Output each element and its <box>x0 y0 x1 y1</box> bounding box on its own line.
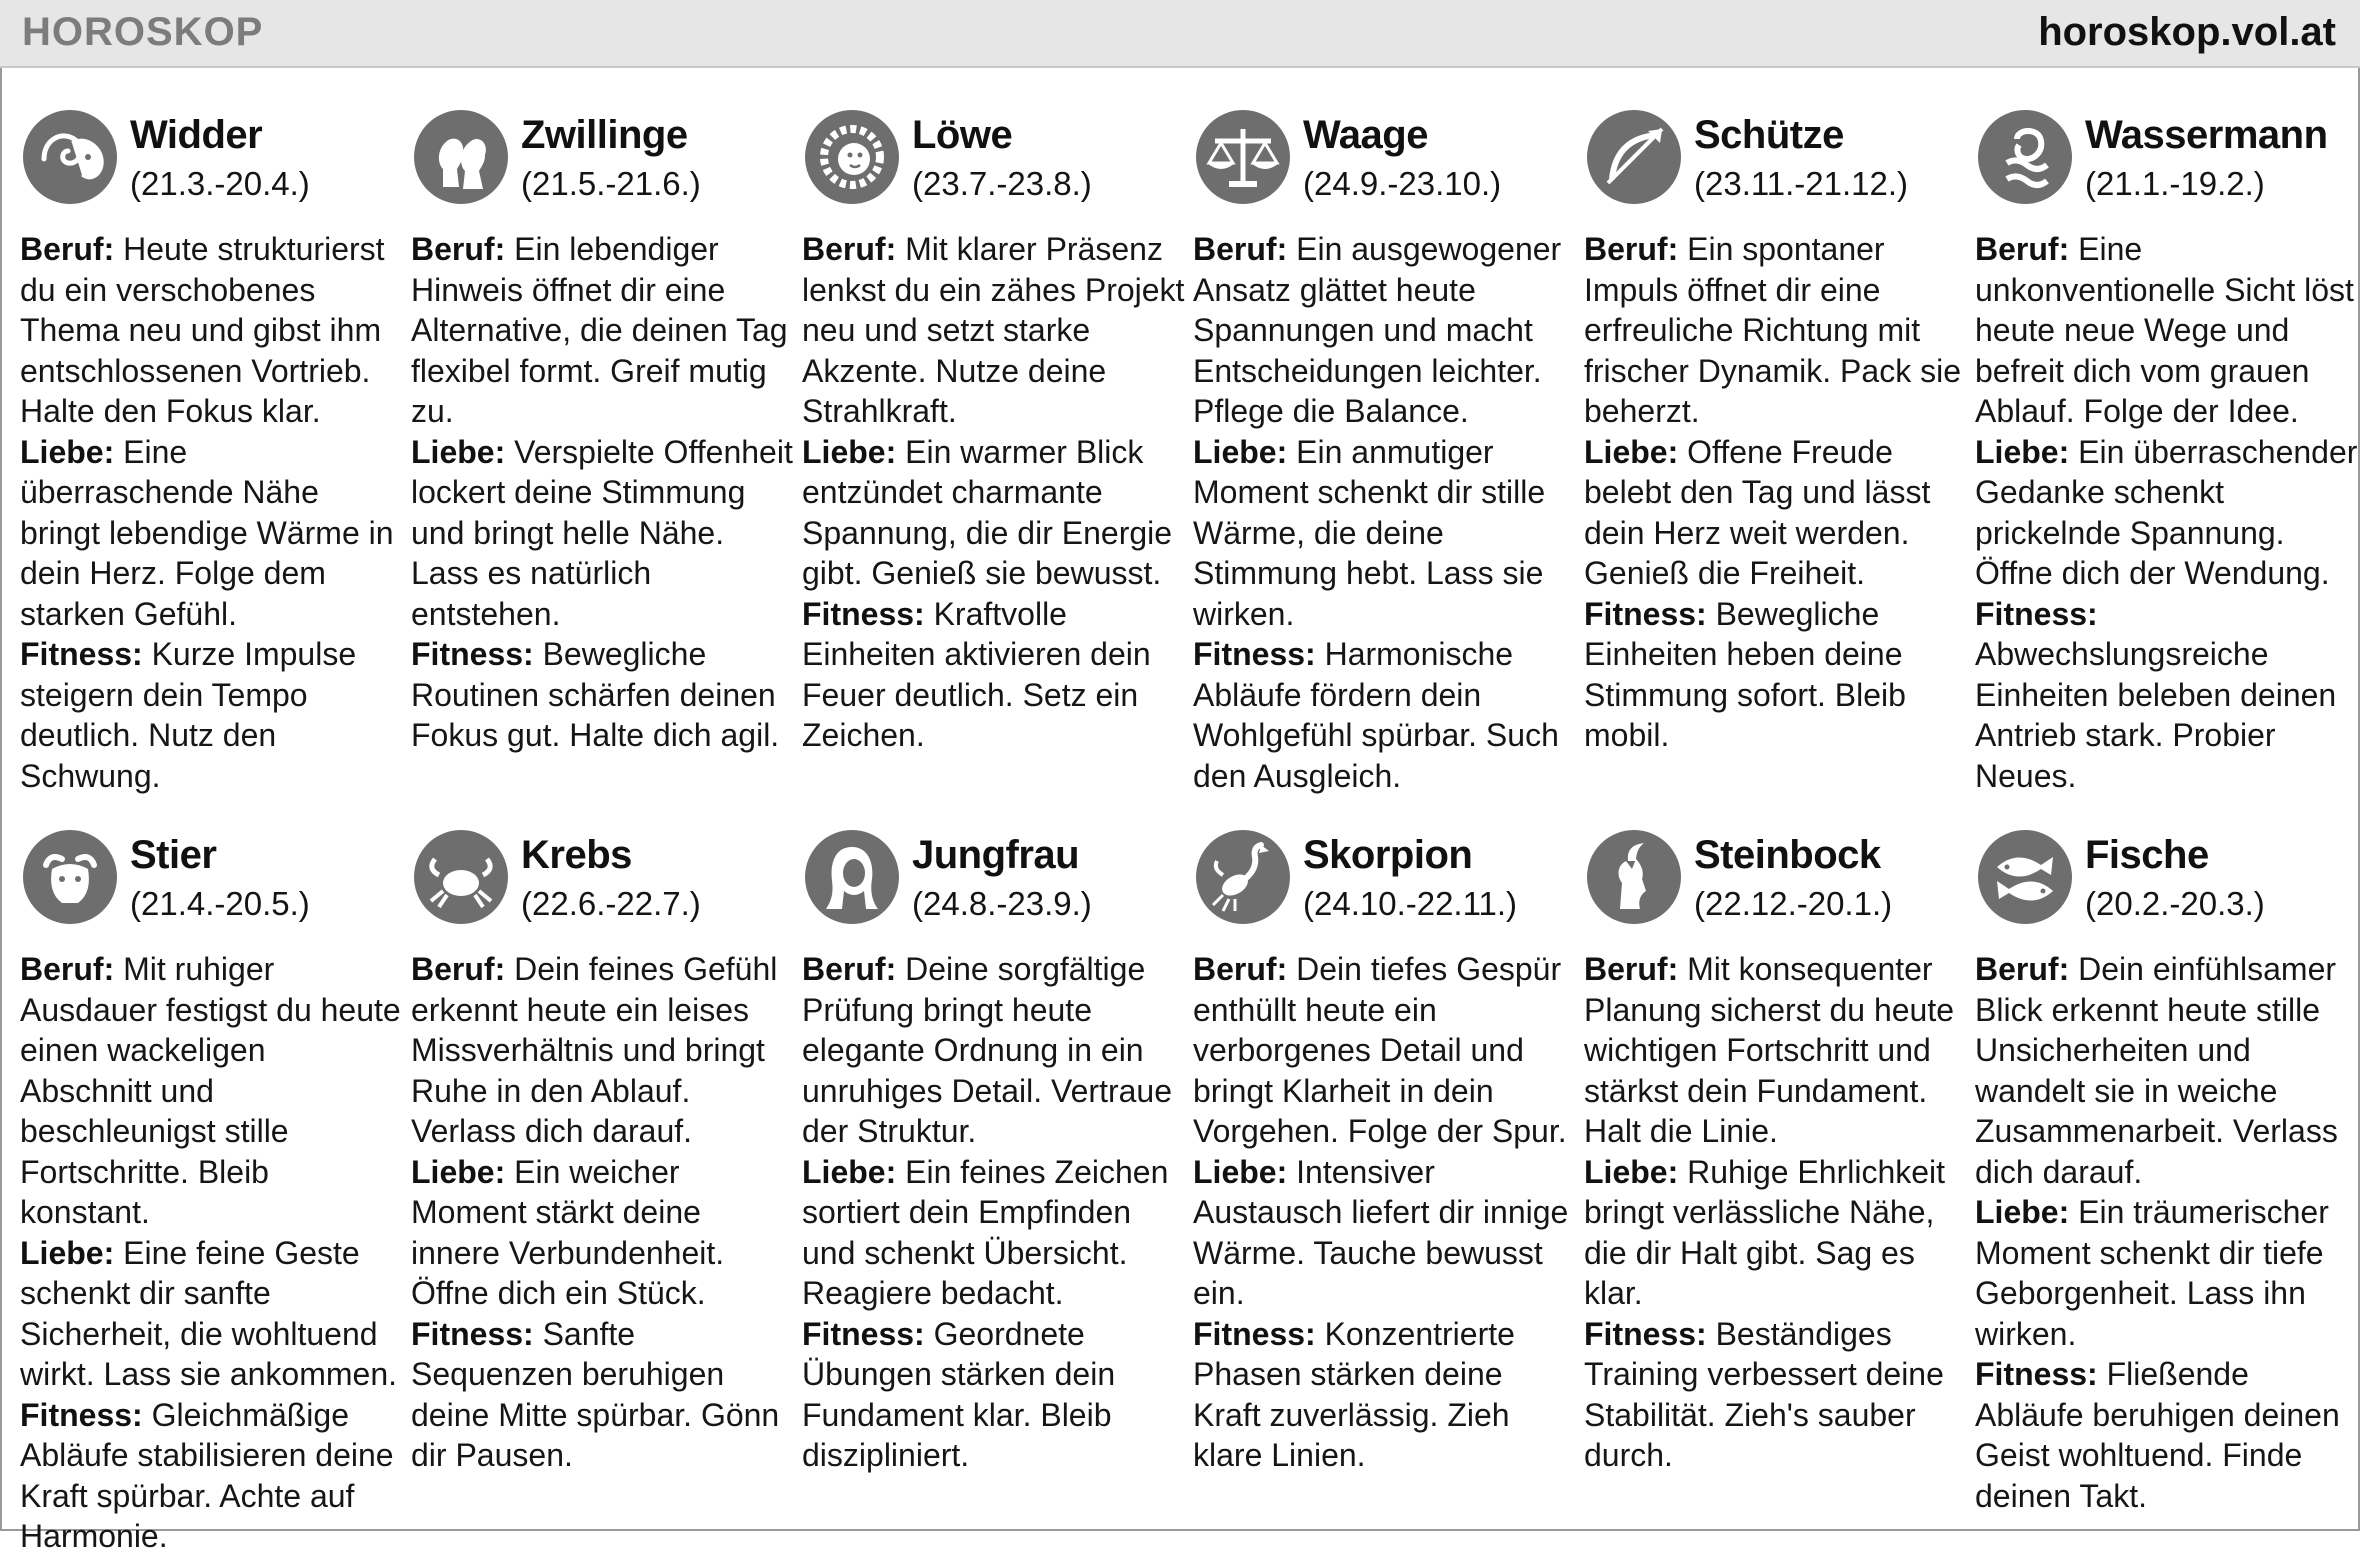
beruf-label: Beruf: <box>1193 231 1288 267</box>
sign-card-loewe <box>802 105 1193 825</box>
sign-dates: (24.10.-22.11.) <box>1303 885 1518 922</box>
sign-name: Skorpion <box>1303 833 1473 877</box>
beruf-text: Mit ruhiger Ausdauer festigst du heute einen wackeligen Abschnitt und beschleunigst stille Fortschritte. Bleib konstant. <box>20 951 401 1230</box>
ram-icon <box>22 109 118 205</box>
beruf-label: Beruf: <box>1584 231 1679 267</box>
scorpion-icon <box>1195 829 1291 925</box>
beruf-label: Beruf: <box>1975 951 2070 987</box>
lion-icon <box>804 109 900 205</box>
fitness-text: Harmonische Abläufe fördern dein Wohlgefühl spürbar. Such den Ausgleich. <box>1193 636 1559 794</box>
sign-text <box>411 949 795 1476</box>
sign-header <box>20 825 411 937</box>
sign-name: Wassermann <box>2085 113 2328 157</box>
liebe-text: Ruhige Ehrlichkeit bringt verlässliche Nähe, die dir Halt gibt. Sag es klar. <box>1584 1153 1946 1311</box>
liebe-text: Ein überraschender Gedanke schenkt prickelnde Spannung. Öffne dich der Wendung. <box>1975 433 2358 591</box>
sign-header <box>802 105 1193 217</box>
liebe-text: Intensiver Austausch liefert dir innige Wärme. Tauche bewusst ein. <box>1193 1153 1569 1311</box>
sign-card-stier <box>20 825 411 1554</box>
sign-name: Stier <box>130 833 217 877</box>
sign-card-jungfrau <box>802 825 1193 1515</box>
liebe-text: Ein anmutiger Moment schenkt dir stille Wärme, die deine Stimmung hebt. Lass sie wirken. <box>1193 433 1546 632</box>
liebe-text: Ein träumerischer Moment schenkt dir tiefe Geborgenheit. Lass ihn wirken. <box>1975 1194 2329 1352</box>
beruf-text: Deine sorgfältige Prüfung bringt heute elegante Ordnung in ein unruhiges Detail. Vertraue der Struktur. <box>802 951 1172 1149</box>
sign-dates: (22.12.-20.1.) <box>1694 885 1893 922</box>
sign-card-widder <box>20 105 411 825</box>
fitness-text: Bewegliche Einheiten heben deine Stimmung sofort. Bleib mobil. <box>1584 595 1906 753</box>
fitness-text: Geordnete Übungen stärken dein Fundament klar. Bleib diszipliniert. <box>802 1315 1116 1473</box>
fitness-label: Fitness: <box>20 636 143 672</box>
fitness-label: Fitness: <box>1193 1315 1316 1352</box>
liebe-label: Liebe: <box>411 433 506 470</box>
sign-dates: (20.2.-20.3.) <box>2085 885 2265 922</box>
capricorn-icon <box>1586 829 1682 925</box>
liebe-text: Eine überraschende Nähe bringt lebendige Wärme in dein Herz. Folge dem starken Gefühl. <box>20 433 394 632</box>
fitness-label: Fitness: <box>802 1315 925 1352</box>
fitness-text: Kurze Impulse steigern dein Tempo deutlich. Nutz den Schwung. <box>20 636 357 794</box>
liebe-label: Liebe: <box>1584 433 1679 470</box>
sign-header <box>20 105 411 217</box>
crab-icon <box>413 829 509 925</box>
beruf-text: Ein ausgewogener Ansatz glättet heute Spannungen und macht Entscheidungen leichter. Pflege die Balance. <box>1193 231 1562 429</box>
liebe-label: Liebe: <box>802 1153 897 1190</box>
beruf-label: Beruf: <box>411 951 506 987</box>
sign-text <box>1975 229 2359 796</box>
fitness-text: Beständiges Training verbessert deine Stabilität. Zieh's sauber durch. <box>1584 1315 1944 1473</box>
fitness-label: Fitness: <box>802 595 925 632</box>
beruf-label: Beruf: <box>1193 951 1288 987</box>
liebe-text: Ein feines Zeichen sortiert dein Empfinden und schenkt Übersicht. Reagiere bedacht. <box>802 1153 1169 1311</box>
fitness-text: Konzentrierte Phasen stärken deine Kraft zuverlässig. Zieh klare Linien. <box>1193 1315 1515 1473</box>
sign-header <box>1193 825 1584 937</box>
sign-text <box>20 949 404 1557</box>
beruf-text: Dein einfühlsamer Blick erkennt heute stille Unsicherheiten und wandelt sie in weiche Zusammenarbeit. Verlass dich darauf. <box>1975 951 2338 1190</box>
liebe-label: Liebe: <box>1975 433 2070 470</box>
sign-dates: (21.5.-21.6.) <box>521 165 701 202</box>
beruf-text: Ein spontaner Impuls öffnet dir eine erfreuliche Richtung mit frischer Dynamik. Pack sie beherzt. <box>1584 231 1961 429</box>
sign-name: Steinbock <box>1694 833 1881 877</box>
sign-dates: (23.7.-23.8.) <box>912 165 1092 202</box>
fitness-text: Bewegliche Routinen schärfen deinen Fokus gut. Halte dich agil. <box>411 636 780 753</box>
beruf-label: Beruf: <box>1584 951 1679 987</box>
beruf-text: Dein tiefes Gespür enthüllt heute ein verborgenes Detail und bringt Klarheit in dein Vorgehen. Folge der Spur. <box>1193 951 1567 1149</box>
scales-icon <box>1195 109 1291 205</box>
fitness-label: Fitness: <box>411 636 534 672</box>
sign-header <box>411 105 802 217</box>
sign-dates: (24.8.-23.9.) <box>912 885 1092 922</box>
liebe-text: Eine feine Geste schenkt dir sanfte Sicherheit, die wohltuend wirkt. Lass sie ankommen. <box>20 1234 398 1392</box>
beruf-text: Mit klarer Präsenz lenkst du ein zähes Projekt neu und setzt starke Akzente. Nutze deine Strahlkraft. <box>802 231 1185 429</box>
sign-name: Widder <box>130 113 263 157</box>
beruf-text: Ein lebendiger Hinweis öffnet dir eine Alternative, die deinen Tag flexibel formt. Greif mutig zu. <box>411 231 788 429</box>
sign-name: Waage <box>1303 113 1428 157</box>
fitness-label: Fitness: <box>20 1396 143 1433</box>
sign-name: Schütze <box>1694 113 1844 157</box>
beruf-label: Beruf: <box>1975 231 2070 267</box>
liebe-label: Liebe: <box>1193 1153 1288 1190</box>
fitness-text: Sanfte Sequenzen beruhigen deine Mitte spürbar. Gönn dir Pausen. <box>411 1315 780 1473</box>
sign-text <box>802 229 1186 756</box>
fitness-text: Fließende Abläufe beruhigen deinen Geist wohltuend. Finde deinen Takt. <box>1975 1356 2340 1514</box>
page-title: HOROSKOP <box>22 10 264 54</box>
liebe-text: Ein warmer Blick entzündet charmante Spannung, die dir Energie gibt. Genieß sie bewusst. <box>802 433 1173 591</box>
liebe-text: Verspielte Offenheit lockert deine Stimmung und bringt helle Nähe. Lass es natürlich entstehen. <box>411 433 793 632</box>
sign-name: Krebs <box>521 833 632 877</box>
liebe-label: Liebe: <box>1584 1153 1679 1190</box>
liebe-text: Ein weicher Moment stärkt deine innere Verbundenheit. Öffne dich ein Stück. <box>411 1153 725 1311</box>
sign-dates: (21.4.-20.5.) <box>130 885 310 922</box>
sign-dates: (22.6.-22.7.) <box>521 885 701 922</box>
sign-name: Jungfrau <box>912 833 1080 877</box>
fitness-label: Fitness: <box>1584 1315 1707 1352</box>
horoscope-grid <box>20 105 2358 1554</box>
sign-card-waage <box>1193 105 1584 825</box>
sign-card-krebs <box>411 825 802 1515</box>
sign-text <box>802 949 1186 1476</box>
liebe-label: Liebe: <box>1193 433 1288 470</box>
beruf-text: Heute strukturierst du ein verschobenes Thema neu und gibst ihm entschlossenen Vortrieb. Halte den Fokus klar. <box>20 231 385 429</box>
sign-header <box>802 825 1193 937</box>
beruf-label: Beruf: <box>20 231 115 267</box>
archer-icon <box>1586 109 1682 205</box>
beruf-text: Dein feines Gefühl erkennt heute ein leises Missverhältnis und bringt Ruhe in den Ablauf. Verlass dich darauf. <box>411 951 778 1149</box>
sign-header <box>411 825 802 937</box>
page-header <box>0 0 2360 68</box>
fitness-text: Kraftvolle Einheiten aktivieren dein Feuer deutlich. Setz ein Zeichen. <box>802 595 1151 753</box>
sign-header <box>1584 105 1975 217</box>
sign-name: Fische <box>2085 833 2209 877</box>
beruf-label: Beruf: <box>20 951 115 987</box>
twins-icon <box>413 109 509 205</box>
liebe-label: Liebe: <box>1975 1194 2070 1230</box>
liebe-label: Liebe: <box>20 433 115 470</box>
sign-text <box>1193 949 1577 1476</box>
sign-text <box>20 229 404 796</box>
fitness-text: Gleichmäßige Abläufe stabilisieren deine Kraft spürbar. Achte auf Harmonie. <box>20 1396 394 1554</box>
liebe-text: Offene Freude belebt den Tag und lässt dein Herz weit werden. Genieß die Freiheit. <box>1584 433 1931 591</box>
sign-dates: (24.9.-23.10.) <box>1303 165 1502 202</box>
beruf-text: Mit konsequenter Planung sicherst du heute wichtigen Fortschritt und stärkst dein Fundament. Halt die Linie. <box>1584 951 1955 1149</box>
sign-dates: (23.11.-21.12.) <box>1694 165 1909 202</box>
sign-text <box>1584 949 1968 1476</box>
sign-card-wassermann <box>1975 105 2360 825</box>
liebe-label: Liebe: <box>802 433 897 470</box>
fitness-label: Fitness: <box>1193 636 1316 672</box>
site-link[interactable]: horoskop.vol.at <box>2038 10 2336 54</box>
fitness-text: Abwechslungsreiche Einheiten beleben deinen Antrieb stark. Probier Neues. <box>1975 636 2337 794</box>
sign-header <box>1975 825 2360 937</box>
sign-text <box>411 229 795 756</box>
sign-card-steinbock <box>1584 825 1975 1515</box>
beruf-text: Eine unkonventionelle Sicht löst heute neue Wege und befreit dich vom grauen Ablauf. Folge der Idee. <box>1975 231 2354 429</box>
beruf-label: Beruf: <box>802 231 897 267</box>
sign-card-schuetze <box>1584 105 1975 825</box>
sign-name: Zwillinge <box>521 113 688 157</box>
beruf-label: Beruf: <box>411 231 506 267</box>
beruf-label: Beruf: <box>802 951 897 987</box>
sign-header <box>1975 105 2360 217</box>
sign-text <box>1975 949 2359 1516</box>
fitness-label: Fitness: <box>1975 1356 2098 1392</box>
sign-card-fische <box>1975 825 2360 1515</box>
fish-icon <box>1977 829 2073 925</box>
fitness-label: Fitness: <box>1584 595 1707 632</box>
fitness-label: Fitness: <box>411 1315 534 1352</box>
liebe-label: Liebe: <box>20 1234 115 1271</box>
sign-dates: (21.3.-20.4.) <box>130 165 310 202</box>
sign-card-zwillinge <box>411 105 802 825</box>
sign-dates: (21.1.-19.2.) <box>2085 165 2265 202</box>
water-bearer-icon <box>1977 109 2073 205</box>
sign-name: Löwe <box>912 113 1013 157</box>
liebe-label: Liebe: <box>411 1153 506 1190</box>
sign-text <box>1193 229 1577 796</box>
bull-icon <box>22 829 118 925</box>
sign-header <box>1193 105 1584 217</box>
sign-text <box>1584 229 1968 756</box>
sign-card-skorpion <box>1193 825 1584 1515</box>
virgin-icon <box>804 829 900 925</box>
fitness-label: Fitness: <box>1975 595 2098 632</box>
sign-header <box>1584 825 1975 937</box>
